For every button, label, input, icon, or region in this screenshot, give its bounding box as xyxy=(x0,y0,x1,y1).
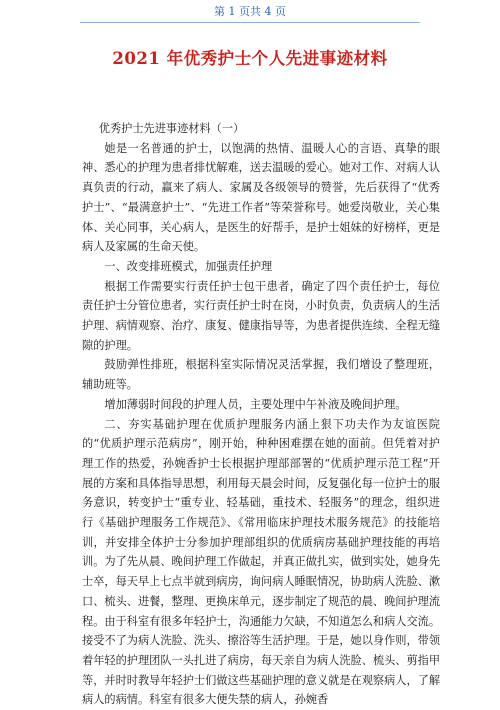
page-indicator: 第 1 页共 4 页 xyxy=(214,5,286,18)
section-heading-1: 一、改变排班模式，加强责任护理 xyxy=(104,259,273,273)
paragraph-basic-care: 二、夯实基础护理在优质护理服务内涵上狠下功夫作为友谊医院的“优质护理示范病房”，刚开始，种种困难摆在她的面前。但凭着对护理工作的热爱，孙婉香护士长根据护理部部署的“优质护理示范工程”开展的方案和具体指导思想，利用每天晨会时间，反复强化每一位护士的服务意识，转变护士“重专业、轻基础，重技术、轻服务”的理念，组织进行《基础护理服务工作规范》、《常用临床护理技术服务规范》的技能培训，并安排全体护士分参加护理部组织的优质病房基础护理技能的再培训。为了先从晨、晚间护理工作做起，并真正做扎实，做到实处，她身先士卒，每天早上七点半就到病房，询问病人睡眠情况，协助病人洗脸、漱口、梳头、进餐，整理、更换床单元，逐步制定了规范的晨、晚间护理流程。由于科室有很多年轻护士，沟通能力欠缺，不知道怎么和病人交流。接受不了为病人洗脸、洗头、擦浴等生活护理。于是，她以身作则，带领着年轻的护理团队一头扎进了病房，每天亲自为病人洗脸、梳头、剪指甲等，并时时教导年轻护士们做这些基础护理的意义就是在观察病人，了解病人的病情。科室有很多大便失禁的病人，孙婉香 xyxy=(82,417,441,707)
header-divider xyxy=(80,22,420,23)
document-body xyxy=(82,119,440,710)
paragraph-flexible-shift: 鼓励弹性排班，根据科室实际情况灵活掌握，我们增设了整理班，辅助班等。 xyxy=(82,358,440,392)
paragraph-weak-periods: 增加薄弱时间段的护理人员，主要处理中午补液及晚间护理。 xyxy=(104,397,407,411)
paragraph-intro: 她是一名普通的护士，以饱满的热情、温暖人心的言语、真挚的眼神、悉心的护理为患者排忧解难，送去温暖的爱心。她对工作、对病人认真负责的行动，赢来了病人、家属及各级领导的赞誉，先后获得了“优秀护士”、“最满意护士”、“先进工作者”等荣誉称号。她爱岗敬业，关心集体、关心同事，关心病人，是医生的好帮手，是护士姐妹的好榜样，更是病人及家属的生命天使。 xyxy=(82,141,441,254)
document-subtitle: 优秀护士先进事迹材料（一） xyxy=(98,122,245,135)
paragraph-responsibility: 根据工作需要实行责任护士包干患者，确定了四个责任护士，每位责任护士分管位患者，实行责任护士时在岗，小时负责，负责病人的生活护理、病情观察、治疗、康复、健康指导等，为患者提供连续、全程无缝隙的护理。 xyxy=(82,279,441,352)
document-title: 2021 年优秀护士个人先进事迹材料 xyxy=(112,49,388,68)
